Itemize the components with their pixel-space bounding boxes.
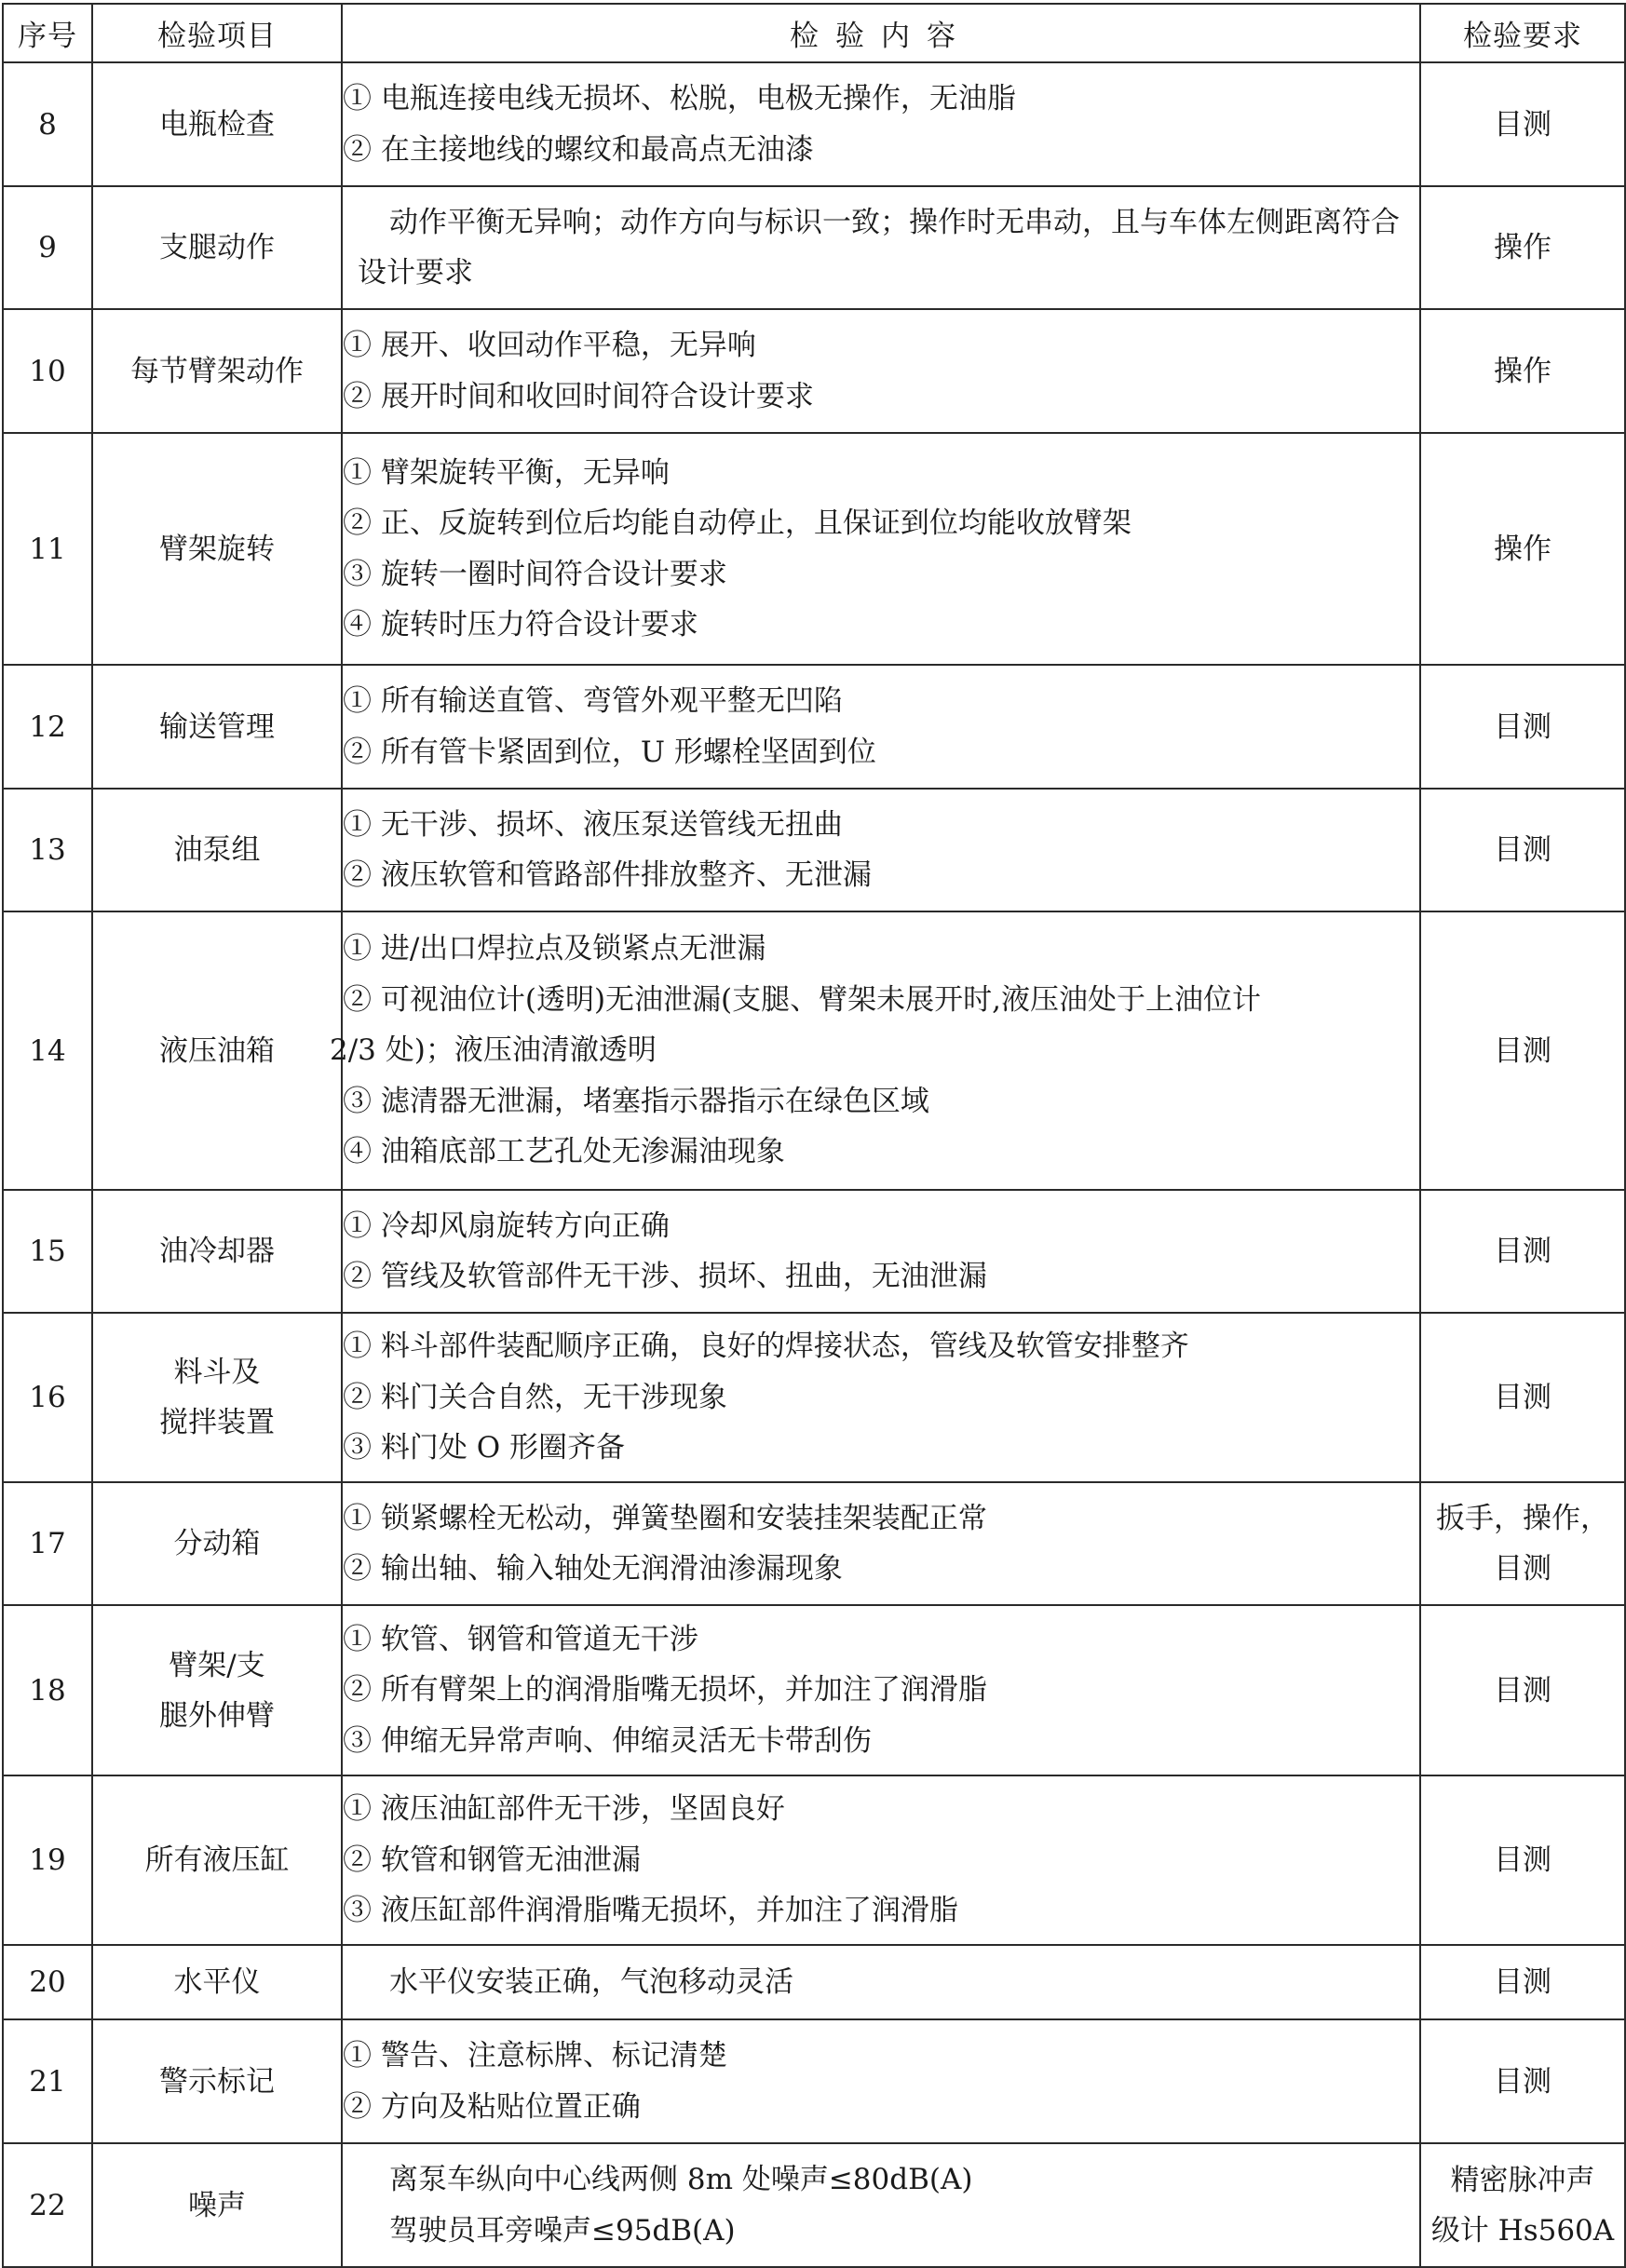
row-item — [92, 1945, 342, 2019]
row-item — [92, 1482, 342, 1605]
item-line: 分动箱 — [173, 1527, 261, 1560]
row-requirement — [1420, 1313, 1625, 1482]
content-line: ③ 液压缸部件润滑脂嘴无损坏，并加注了润滑脂 — [343, 1894, 958, 1928]
content-line: ② 所有管卡紧固到位，U 形螺栓坚固到位 — [343, 735, 876, 769]
row-content — [342, 433, 1420, 665]
table-row — [3, 1605, 1625, 1775]
row-content — [342, 1605, 1420, 1775]
item-line: 料斗及 — [173, 1356, 261, 1389]
item-line: 臂架旋转 — [159, 532, 275, 566]
row-seq: 14 — [3, 911, 92, 1190]
content-line: ③ 滤清器无泄漏，堵塞指示器指示在绿色区域 — [343, 1084, 929, 1118]
row-item — [92, 1313, 342, 1482]
content-line: ② 可视油位计(透明)无油泄漏(支腿、臂架未展开时,液压油处于上油位计 — [343, 982, 1261, 1017]
row-requirement — [1420, 665, 1625, 789]
row-requirement — [1420, 186, 1625, 309]
content-line: ① 锁紧螺栓无松动，弹簧垫圈和安装挂架装配正常 — [343, 1501, 987, 1535]
row-seq: 21 — [3, 2019, 92, 2143]
content-line: ① 冷却风扇旋转方向正确 — [343, 1208, 670, 1243]
content-line: ① 警告、注意标牌、标记清楚 — [343, 2039, 727, 2072]
content-line: ① 所有输送直管、弯管外观平整无凹陷 — [343, 684, 843, 718]
content-line: ① 液压油缸部件无干涉，坚固良好 — [343, 1792, 785, 1827]
row-content — [342, 789, 1420, 911]
table-row — [3, 433, 1625, 665]
content-line: ① 进/出口焊拉点及锁紧点无泄漏 — [343, 932, 766, 966]
requirement-line: 目测 — [1494, 1235, 1551, 1268]
content-line: ② 液压软管和管路部件排放整齐、无泄漏 — [343, 858, 872, 892]
content-line: 2/3 处)；液压油清澈透明 — [330, 1033, 657, 1068]
item-line: 输送管理 — [159, 709, 275, 744]
item-line: 支腿动作 — [159, 231, 275, 264]
row-content — [342, 62, 1420, 186]
content-line: ③ 伸缩无异常声响、伸缩灵活无卡带刮伤 — [343, 1723, 872, 1758]
content-line: ② 料门关合自然，无干涉现象 — [343, 1380, 727, 1414]
row-item — [92, 789, 342, 911]
content-line: ② 在主接地线的螺纹和最高点无油漆 — [343, 132, 814, 167]
table-row — [3, 1482, 1625, 1605]
row-seq: 13 — [3, 789, 92, 911]
row-item — [92, 2019, 342, 2143]
header-requirement: 检验要求 — [1420, 4, 1625, 62]
requirement-line: 操作 — [1494, 532, 1551, 566]
row-seq: 9 — [3, 186, 92, 309]
content-line: ③ 料门处 O 形圈齐备 — [343, 1431, 625, 1465]
table-row — [3, 1313, 1625, 1482]
row-requirement — [1420, 62, 1625, 186]
row-content — [342, 1313, 1420, 1482]
row-content — [342, 1190, 1420, 1313]
content-line: ① 展开、收回动作平稳，无异响 — [343, 329, 756, 362]
item-line: 搅拌装置 — [159, 1406, 275, 1439]
row-content — [342, 2143, 1420, 2267]
table-row — [3, 1945, 1625, 2019]
table-row — [3, 1190, 1625, 1313]
row-content — [342, 665, 1420, 789]
content-line: ② 输出轴、输入轴处无润滑油渗漏现象 — [343, 1552, 843, 1586]
item-line: 油冷却器 — [159, 1235, 275, 1268]
content-line: ① 臂架旋转平衡，无异响 — [343, 455, 670, 490]
content-paragraph: 动作平衡无异响；动作方向与标识一致；操作时无串动，且与车体左侧距离符合设计要求 — [358, 205, 1400, 290]
row-item — [92, 186, 342, 309]
content-line: ① 料斗部件装配顺序正确，良好的焊接状态，管线及软管安排整齐 — [343, 1330, 1189, 1364]
row-requirement — [1420, 1482, 1625, 1605]
row-content — [342, 1775, 1420, 1945]
content-line: ① 无干涉、损坏、液压泵送管线无扭曲 — [343, 807, 843, 842]
item-line: 所有液压缸 — [144, 1843, 290, 1877]
row-seq: 11 — [3, 433, 92, 665]
row-requirement — [1420, 1945, 1625, 2019]
header-row — [3, 4, 1625, 62]
requirement-line: 级计 Hs560A — [1430, 2213, 1615, 2248]
header-seq: 序号 — [3, 4, 92, 62]
item-line: 电瓶检查 — [159, 107, 275, 142]
requirement-line: 操作 — [1494, 354, 1551, 388]
content-line: 水平仪安装正确，气泡移动灵活 — [389, 1964, 793, 1999]
table-row — [3, 2143, 1625, 2267]
content-line: ② 方向及粘贴位置正确 — [343, 2089, 641, 2124]
content-line: 驾驶员耳旁噪声≤95dB(A) — [389, 2213, 736, 2248]
requirement-line: 目测 — [1494, 107, 1551, 142]
requirement-line: 目测 — [1494, 1381, 1551, 1414]
item-line: 液压油箱 — [159, 1033, 275, 1068]
row-seq: 18 — [3, 1605, 92, 1775]
table-row — [3, 789, 1625, 911]
row-seq: 15 — [3, 1190, 92, 1313]
header-item: 检验项目 — [92, 4, 342, 62]
content-line: ③ 旋转一圈时间符合设计要求 — [343, 557, 727, 591]
requirement-line: 目测 — [1494, 2064, 1551, 2099]
row-item — [92, 1605, 342, 1775]
row-item — [92, 1190, 342, 1313]
content-line: ② 展开时间和收回时间符合设计要求 — [343, 379, 814, 413]
content-line: ② 正、反旋转到位后均能自动停止，且保证到位均能收放臂架 — [343, 506, 1131, 540]
table-row — [3, 911, 1625, 1190]
row-requirement — [1420, 1605, 1625, 1775]
requirement-line: 目测 — [1494, 1843, 1551, 1877]
row-seq: 12 — [3, 665, 92, 789]
requirement-line: 扳手，操作， — [1436, 1502, 1609, 1535]
row-item — [92, 309, 342, 433]
table-row — [3, 665, 1625, 789]
row-seq: 17 — [3, 1482, 92, 1605]
item-line: 警示标记 — [159, 2064, 275, 2099]
content-line: ① 软管、钢管和管道无干涉 — [343, 1622, 698, 1656]
content-line: ② 所有臂架上的润滑脂嘴无损坏，并加注了润滑脂 — [343, 1673, 987, 1708]
row-content — [342, 309, 1420, 433]
row-seq: 8 — [3, 62, 92, 186]
content-line: ① 电瓶连接电线无损坏、松脱，电极无操作，无油脂 — [343, 82, 1016, 115]
table-header — [3, 4, 1625, 62]
content-line: ④ 旋转时压力符合设计要求 — [343, 608, 698, 641]
row-item — [92, 665, 342, 789]
row-requirement — [1420, 1775, 1625, 1945]
row-requirement — [1420, 911, 1625, 1190]
table-row — [3, 62, 1625, 186]
table-row — [3, 2019, 1625, 2143]
row-requirement — [1420, 2019, 1625, 2143]
header-content: 检验内容 — [342, 4, 1420, 62]
row-item — [92, 2143, 342, 2267]
table-row — [3, 309, 1625, 433]
content-line: ② 软管和钢管无油泄漏 — [343, 1843, 641, 1877]
item-line: 噪声 — [188, 2188, 246, 2222]
row-content — [342, 1482, 1420, 1605]
row-item — [92, 1775, 342, 1945]
row-requirement — [1420, 789, 1625, 911]
row-seq: 19 — [3, 1775, 92, 1945]
row-seq: 16 — [3, 1313, 92, 1482]
requirement-line: 操作 — [1494, 231, 1551, 264]
content-line: 离泵车纵向中心线两侧 8m 处噪声≤80dB(A) — [389, 2163, 973, 2196]
requirement-line: 目测 — [1494, 709, 1551, 744]
row-content — [330, 911, 1420, 1190]
requirement-line: 目测 — [1494, 1033, 1551, 1068]
row-content — [342, 186, 1420, 309]
row-requirement — [1420, 309, 1625, 433]
item-line: 水平仪 — [173, 1965, 261, 1999]
row-content — [342, 1945, 1420, 2019]
table-body — [3, 62, 1625, 2267]
requirement-line: 精密脉冲声 — [1450, 2163, 1595, 2197]
requirement-line: 目测 — [1494, 1965, 1551, 1999]
inspection-table — [2, 3, 1626, 2268]
row-item — [92, 62, 342, 186]
row-seq: 22 — [3, 2143, 92, 2267]
item-line: 臂架/支 — [169, 1648, 265, 1682]
item-line: 每节臂架动作 — [130, 354, 304, 388]
table-row — [3, 1775, 1625, 1945]
row-seq: 20 — [3, 1945, 92, 2019]
row-requirement — [1420, 1190, 1625, 1313]
row-item — [92, 433, 342, 665]
row-requirement — [1420, 433, 1625, 665]
requirement-line: 目测 — [1494, 1552, 1551, 1586]
content-line: ④ 油箱底部工艺孔处无渗漏油现象 — [343, 1135, 785, 1169]
row-item — [92, 911, 342, 1190]
requirement-line: 目测 — [1494, 833, 1551, 867]
item-line: 油泵组 — [173, 833, 261, 867]
row-requirement — [1420, 2143, 1625, 2267]
item-line: 腿外伸臂 — [159, 1698, 275, 1733]
table-row — [3, 186, 1625, 309]
row-content — [342, 2019, 1420, 2143]
content-line: ② 管线及软管部件无干涉、损坏、扭曲，无油泄漏 — [343, 1260, 987, 1293]
requirement-line: 目测 — [1494, 1673, 1551, 1708]
row-seq: 10 — [3, 309, 92, 433]
